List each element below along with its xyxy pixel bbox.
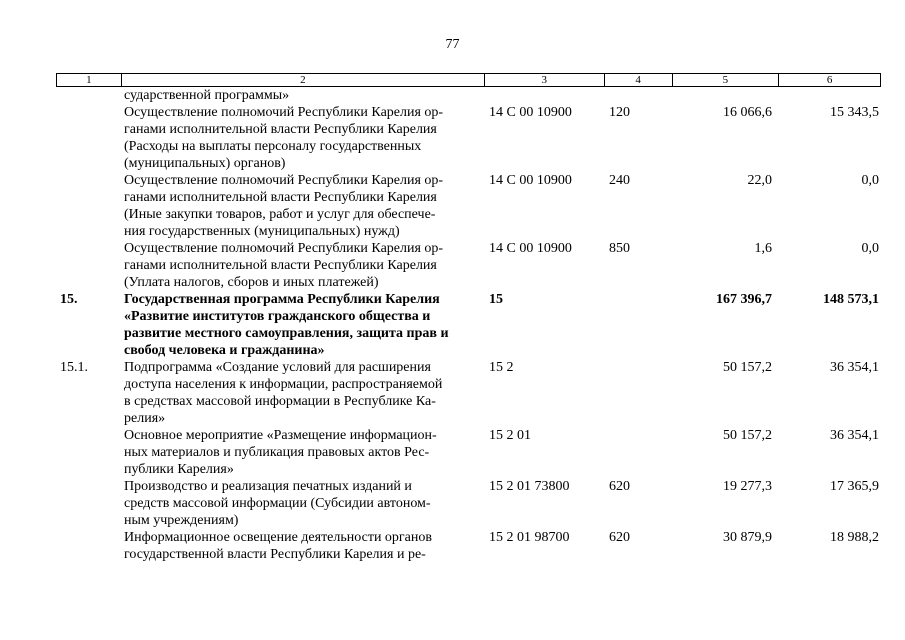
row-number [56, 240, 121, 291]
column-header-2: 2 [122, 74, 485, 86]
table-row [56, 291, 881, 359]
row-amount-col6 [780, 87, 881, 104]
table-row [56, 240, 881, 291]
table-row [56, 359, 881, 427]
row-number: 15.1. [60, 360, 88, 375]
row-target-code [485, 87, 605, 104]
row-amount-col5: 16 066,6 [723, 105, 772, 120]
row-amount-col5: 50 157,2 [723, 360, 772, 375]
row-target-code: 14 С 00 10900 [489, 105, 572, 120]
page-number: 77 [445, 37, 460, 52]
row-amount-col6: 148 573,1 [823, 292, 879, 307]
row-description: Осуществление полномочий Республики Карелия ор- ганами исполнительной власти Республики Карелия (Иные закупки товаров, работ и услуг для обеспече- ния государственных (муниципальных) нужд) [124, 173, 444, 239]
row-amount-col5: 167 396,7 [716, 292, 772, 307]
row-target-code: 15 2 01 73800 [489, 479, 570, 494]
row-amount-col6: 17 365,9 [830, 479, 879, 494]
row-amount-col6: 18 988,2 [830, 530, 879, 545]
column-header-3: 3 [485, 74, 605, 86]
row-amount-col5: 50 157,2 [723, 428, 772, 443]
row-expense-type [605, 427, 673, 478]
row-expense-type [605, 359, 673, 427]
row-target-code: 15 2 01 98700 [489, 530, 570, 545]
row-description: сударственной программы» [124, 88, 290, 103]
row-description: Основное мероприятие «Размещение информацион- ных материалов и публикация правовых актов Рес- публики Карелия» [124, 428, 437, 477]
row-target-code: 15 [489, 292, 503, 307]
row-amount-col5: 30 879,9 [723, 530, 772, 545]
row-amount-col5 [673, 87, 780, 104]
row-amount-col6: 15 343,5 [830, 105, 879, 120]
row-description: Информационное освещение деятельности органов государственной власти Республики Карелия и ре- [124, 530, 432, 562]
column-header-4: 4 [605, 74, 673, 86]
row-target-code: 14 С 00 10900 [489, 173, 572, 188]
budget-table-body [56, 87, 881, 563]
row-amount-col6: 0,0 [861, 241, 879, 256]
column-header-row [56, 73, 881, 87]
row-number [56, 427, 121, 478]
row-expense-type [605, 291, 673, 359]
row-target-code: 15 2 [489, 360, 514, 375]
column-header-6: 6 [826, 74, 833, 86]
column-header-5: 5 [673, 74, 780, 86]
row-amount-col5: 19 277,3 [723, 479, 772, 494]
row-number [56, 172, 121, 240]
table-row [56, 529, 881, 563]
row-number [56, 529, 121, 563]
table-row [56, 172, 881, 240]
table-row [56, 427, 881, 478]
row-description: Производство и реализация печатных изданий и средств массовой информации (Субсидии автоном- ным учреждениям) [124, 479, 431, 528]
row-expense-type: 120 [609, 105, 630, 120]
row-number [56, 104, 121, 172]
column-header-1: 1 [57, 74, 122, 86]
table-row [56, 478, 881, 529]
row-description: Осуществление полномочий Республики Карелия ор- ганами исполнительной власти Республики Карелия (Расходы на выплаты персоналу государственных (муниципальных) органов) [124, 105, 444, 171]
table-row [56, 104, 881, 172]
row-description: Государственная программа Республики Карелия «Развитие институтов гражданского общества и развитие местного самоуправления, защита прав и свобод человека и гражданина» [124, 292, 449, 358]
row-amount-col5: 22,0 [747, 173, 772, 188]
row-description: Осуществление полномочий Республики Карелия ор- ганами исполнительной власти Республики Карелия (Уплата налогов, сборов и иных платежей) [124, 241, 444, 290]
row-amount-col6: 36 354,1 [830, 428, 879, 443]
row-amount-col6: 36 354,1 [830, 360, 879, 375]
table-row [56, 87, 881, 104]
row-target-code: 15 2 01 [489, 428, 531, 443]
row-amount-col6: 0,0 [861, 173, 879, 188]
row-expense-type: 620 [609, 530, 630, 545]
row-number [56, 478, 121, 529]
row-amount-col5: 1,6 [754, 241, 772, 256]
row-expense-type: 850 [609, 241, 630, 256]
row-number [56, 87, 121, 104]
row-target-code: 14 С 00 10900 [489, 241, 572, 256]
row-expense-type [605, 87, 673, 104]
row-number: 15. [60, 292, 78, 307]
row-expense-type: 240 [609, 173, 630, 188]
row-description: Подпрограмма «Создание условий для расширения доступа населения к информации, распространяемой в средствах массовой информации в Республике Ка- релия» [124, 360, 443, 426]
row-expense-type: 620 [609, 479, 630, 494]
